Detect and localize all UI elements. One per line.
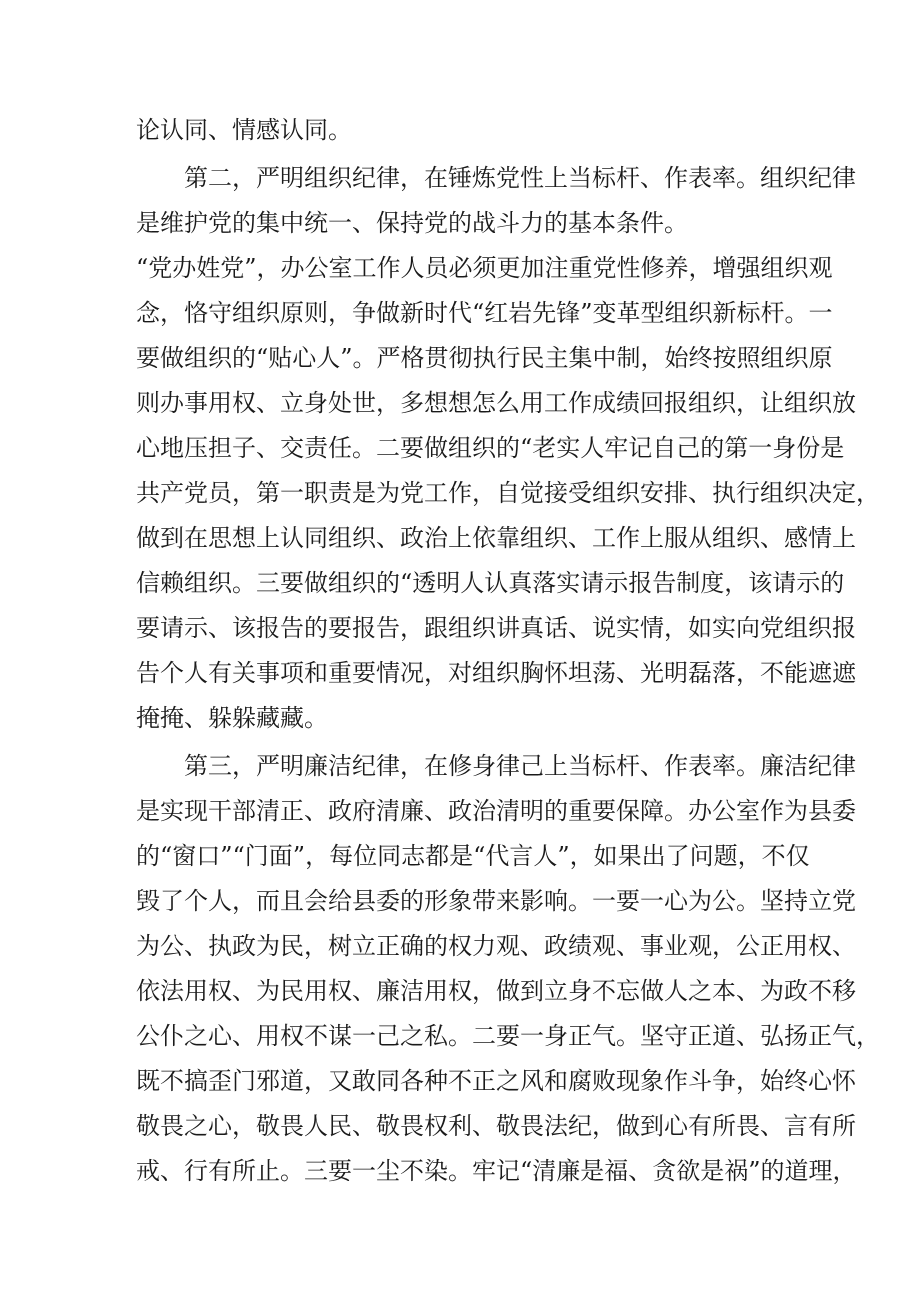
text-line: 告个人有关事项和重要情况，对组织胸怀坦荡、光明磊落，不能遮遮 <box>136 659 856 687</box>
text-line: 毁了个人，而且会给县委的形象带来影响。一要一心为公。坚持立党 <box>136 887 856 915</box>
text-line: 则办事用权、立身处世，多想想怎么用工作成绩回报组织，让组织放 <box>136 389 856 417</box>
text-line: 敬畏之心，敬畏人民、敬畏权利、敬畏法纪，做到心有所畏、言有所 <box>136 1112 856 1140</box>
text-line: 第二，严明组织纪律，在锤炼党性上当标杆、作表率。组织纪律 <box>184 164 856 192</box>
paragraph-1-tail <box>136 108 792 153</box>
document-body <box>136 108 880 1194</box>
text-line: 论认同、情感认同。 <box>136 116 352 144</box>
text-line: “党办姓党”，办公室工作人员必须更加注重党性修养，增强组织观 <box>136 254 833 282</box>
text-line: 要请示、该报告的要报告，跟组织讲真话、说实情，如实向党组织报 <box>136 614 856 642</box>
text-line: 依法用权、为民用权、廉洁用权，做到立身不忘做人之本、为政不移 <box>136 977 856 1005</box>
text-line: 第三，严明廉洁纪律，在修身律己上当标杆、作表率。廉洁纪律 <box>184 752 856 780</box>
text-line: 既不搞歪门邪道，又敢同各种不正之风和腐败现象作斗争，始终心怀 <box>136 1067 856 1095</box>
text-line: 公仆之心、用权不谋一己之私。二要一身正气。坚守正道、弘扬正气， <box>136 1022 880 1050</box>
text-line: 为公、执政为民，树立正确的权力观、政绩观、事业观，公正用权、 <box>136 932 856 960</box>
text-line: 是维护党的集中统一、保持党的战斗力的基本条件。 <box>136 209 688 237</box>
text-line: 信赖组织。三要做组织的“透明人认真落实请示报告制度，该请示的 <box>136 569 845 597</box>
text-line: 掩掩、躲躲藏藏。 <box>136 704 328 732</box>
text-line: 心地压担子、交责任。二要做组织的“老实人牢记自己的第一身份是 <box>136 434 845 462</box>
paragraph-integrity-discipline <box>136 744 880 1194</box>
text-line: 要做组织的“贴心人”。严格贯彻执行民主集中制，始终按照组织原 <box>136 344 833 372</box>
text-line: 的“窗口”“门面”，每位同志都是“代言人”，如果出了问题，不仅 <box>136 842 810 870</box>
paragraph-organizational-discipline <box>136 156 880 741</box>
text-line: 做到在思想上认同组织、政治上依靠组织、工作上服从组织、感情上 <box>136 524 856 552</box>
text-line: 共产党员，第一职责是为党工作，自觉接受组织安排、执行组织决定， <box>136 479 880 507</box>
text-line: 戒、行有所止。三要一尘不染。牢记“清廉是福、贪欲是祸”的道理， <box>136 1157 857 1185</box>
text-line: 是实现干部清正、政府清廉、政治清明的重要保障。办公室作为县委 <box>136 797 856 825</box>
text-line: 念，恪守组织原则，争做新时代“红岩先锋”变革型组织新标杆。一 <box>136 299 833 327</box>
